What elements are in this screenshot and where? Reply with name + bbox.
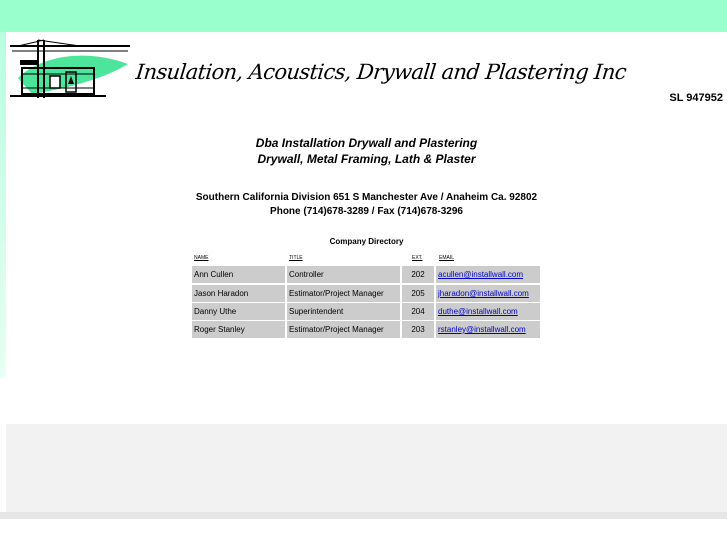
cell-name: Danny Uthe (192, 303, 285, 320)
cell-name: Roger Stanley (192, 321, 285, 338)
license-number: SL 947952 (669, 92, 723, 104)
email-link[interactable]: jharadon@installwall.com (438, 289, 529, 298)
bottom-strip (0, 512, 727, 519)
cell-ext: 205 (402, 285, 434, 302)
column-header-name: NAME (194, 255, 209, 261)
column-header-title: TITLE (289, 255, 303, 261)
directory-title: Company Directory (329, 237, 404, 246)
cell-ext: 202 (402, 266, 434, 283)
cell-ext: 203 (402, 321, 434, 338)
cell-title: Estimator/Project Manager (287, 321, 400, 338)
cell-ext: 204 (402, 303, 434, 320)
cell-title: Superintendent (287, 303, 400, 320)
cell-title: Estimator/Project Manager (287, 285, 400, 302)
cell-name: Jason Haradon (192, 285, 285, 302)
cell-email (436, 285, 540, 302)
company-logo-icon (10, 38, 135, 100)
dba-line-2: Drywall, Metal Framing, Lath & Plaster (257, 152, 476, 166)
column-header-ext: EXT. (412, 255, 423, 261)
company-name-logo-text: Insulation, Acoustics, Drywall and Plastering Inc (134, 60, 628, 84)
cell-email (436, 321, 540, 338)
cell-email (436, 303, 540, 320)
bottom-panel (6, 424, 727, 512)
address-line: Southern California Division 651 S Manchester Ave / Anaheim Ca. 92802 (195, 192, 538, 203)
phone-fax-line: Phone (714)678-3289 / Fax (714)678-3296 (270, 206, 463, 217)
cell-name: Ann Cullen (192, 266, 285, 283)
email-link[interactable]: duthe@installwall.com (438, 307, 518, 316)
email-link[interactable]: acullen@installwall.com (438, 270, 524, 279)
left-edge-gradient (0, 32, 6, 377)
cell-email (436, 266, 540, 283)
dba-line-1: Dba Installation Drywall and Plastering (255, 136, 478, 150)
cell-title: Controller (287, 266, 400, 283)
column-header-email: EMAIL (439, 255, 455, 261)
top-color-band (0, 0, 727, 32)
email-link[interactable]: rstanley@installwall.com (438, 325, 526, 334)
